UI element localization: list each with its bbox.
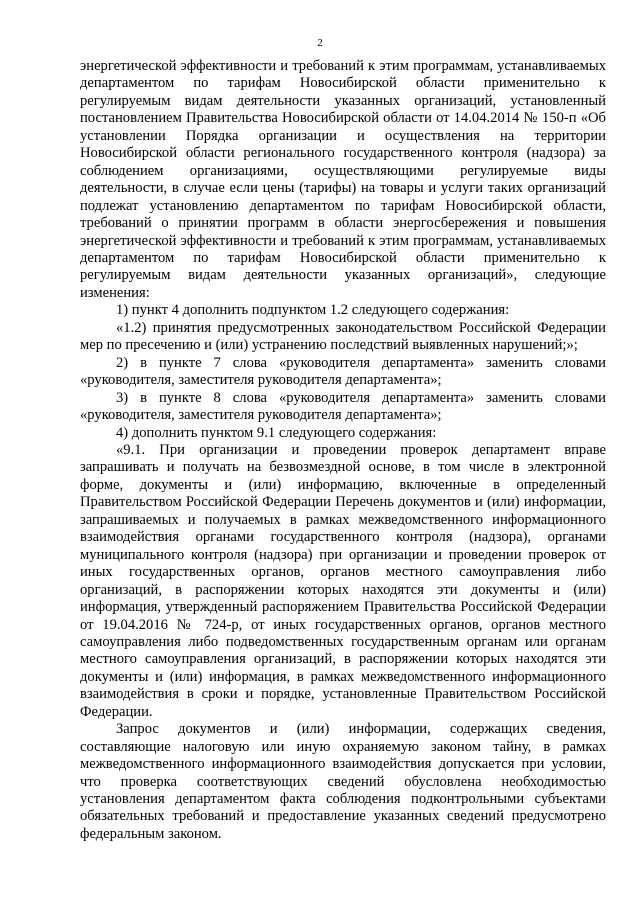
paragraph-intro: энергетической эффективности и требований к этим программам, устанавливаемых департаментом по тарифам Новосибирской области применительно к регулируемым видам деятельности указанных организаций, установленный постановлением Правительства Новосибирской области от 14.04.2014 № 150-п «Об установлении Порядка организации и осуществления на территории Новосибирской области регионального государственного контроля (надзора) за соблюдением организациями, осуществляющими регулируемые виды деятельности, в случае если цены (тарифы) на товары и услуги таких организаций подлежат установлению департаментом по тарифам Новосибирской области, требований о принятии программ в области энергосбережения и повышения энергетической эффективности и требований к этим программам, устанавливаемых департаментом по тарифам Новосибирской области применительно к регулируемым видам деятельности указанных организаций», следующие изменения:	[80, 58, 606, 301]
paragraph-item-2: 2) в пункте 7 слова «руководителя департамента» заменить словами «руководителя, заместителя руководителя департамента»;	[80, 354, 606, 389]
page-number: 2	[317, 37, 323, 49]
paragraph-item-4-text: «9.1. При организации и проведении проверок департамент вправе запрашивать и получать на безвозмездной основе, в том числе в электронной форме, документы и (или) информацию, включенные в определенный Правительством Российской Федерации Перечень документов и (или) информации, запрашиваемых и получаемых в рамках межведомственного информационного взаимодействия органами государственного контроля (надзора), органами муниципального контроля (надзора) при организации и проведении проверок от иных государственных органов, органов местного самоуправления либо организаций, в распоряжении которых находятся эти документы и (или) информация, утвержденный распоряжением Правительства Российской Федерации от 19.04.2016 № 724-р, от иных государственных органов, органов местного самоуправления либо подведомственных государственным органам или органам местного самоуправления организаций, в распоряжении которых находятся эти документы и (или) информация, в рамках межведомственного информационного взаимодействия в сроки и порядке, установленные Правительством Российской Федерации.	[80, 441, 606, 720]
paragraph-item-4: 4) дополнить пунктом 9.1 следующего содержания:	[116, 424, 437, 441]
document-body	[80, 58, 606, 843]
paragraph-item-1: 1) пункт 4 дополнить подпунктом 1.2 следующего содержания:	[116, 302, 510, 319]
paragraph-item-3: 3) в пункте 8 слова «руководителя департамента» заменить словами «руководителя, заместителя руководителя департамента»;	[80, 389, 606, 424]
paragraph-item-1-text: «1.2) принятия предусмотренных законодательством Российской Федерации мер по пресечению и (или) устранению последствий выявленных нарушений;»;	[80, 319, 606, 354]
paragraph-request: Запрос документов и (или) информации, содержащих сведения, составляющие налоговую или иную охраняемую законом тайну, в рамках межведомственного информационного взаимодействия допускается при условии, что проверка соответствующих сведений обусловлена необходимостью установления департаментом факта соблюдения подконтрольными субъектами обязательных требований и предоставление указанных сведений предусмотрено федеральным законом.	[80, 721, 606, 842]
